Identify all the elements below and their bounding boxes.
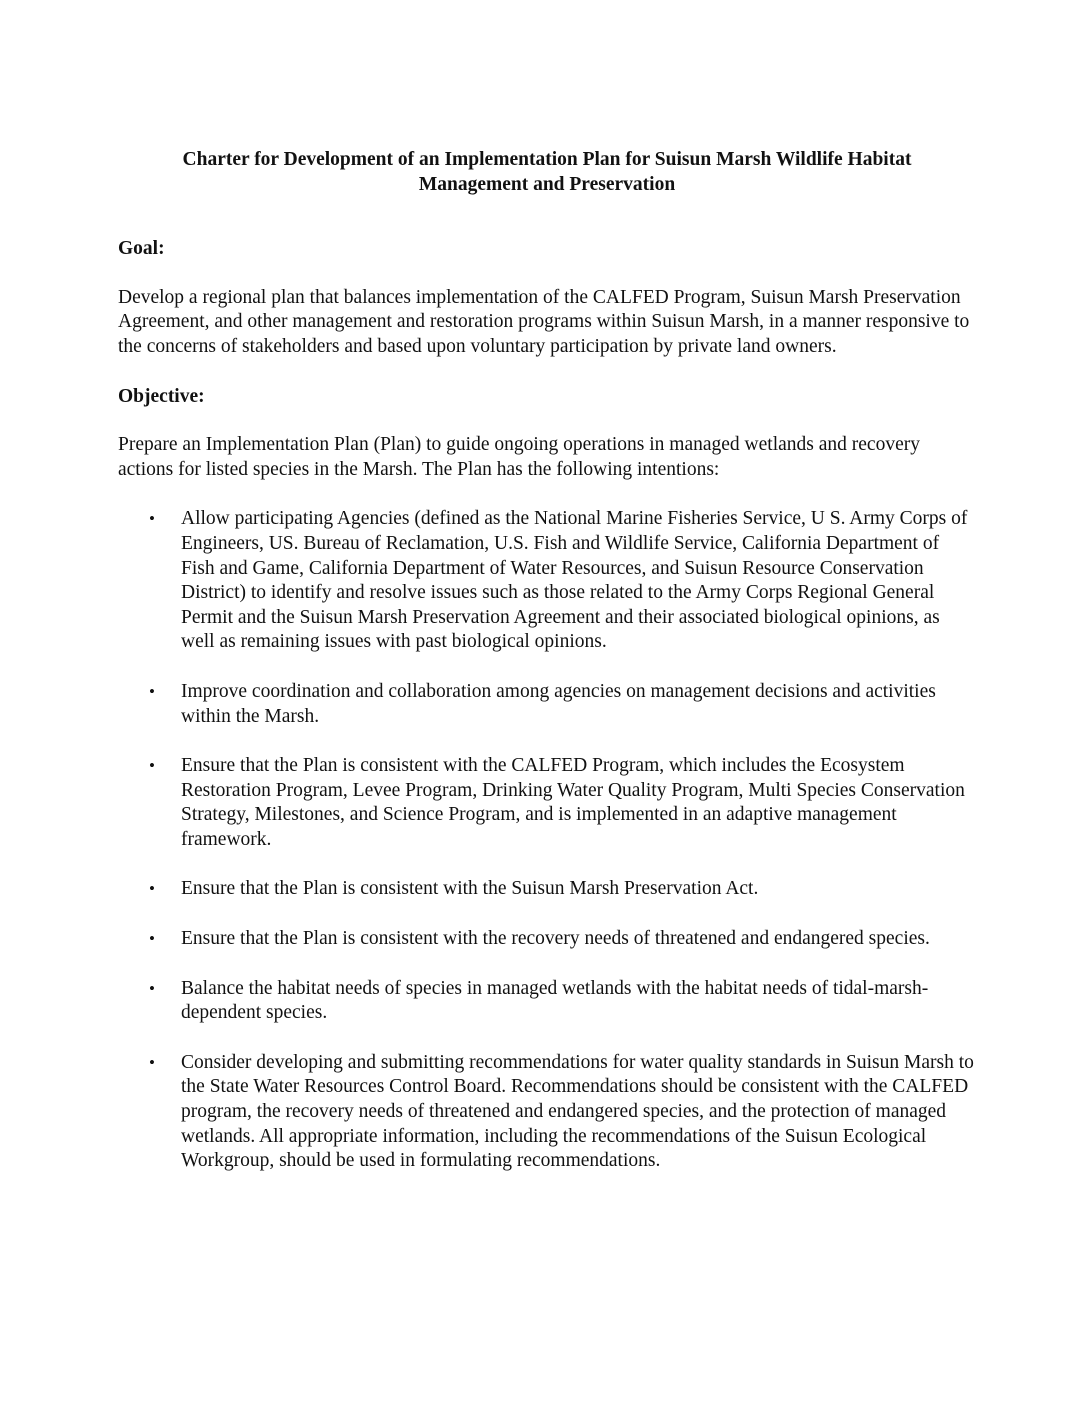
bullet-icon: • — [149, 681, 155, 701]
list-item-text: Allow participating Agencies (defined as the National Marine Fisheries Service, U S. Army Corps of Engineers, US. Bureau of Reclamation, U.S. Fish and Wildlife Service, California Department of Fish and Game, California Department of Water Resources, and Suisun Resource Conservation District) to identify and resolve issues such as those related to the Army Corps Regional General Permit and the Suisun Marsh Preservation Agreement and their associated biological opinions, as well as remaining issues with past biological opinions. — [181, 508, 968, 653]
goal-heading: Goal: — [118, 238, 165, 260]
bullet-icon: • — [149, 1052, 155, 1072]
goal-paragraph: Develop a regional plan that balances implementation of the CALFED Program, Suisun Marsh Preservation Agreement, and other management and restoration programs within Suisun Marsh, in a manner responsive to the concerns of stakeholders and based upon voluntary participation by private land owners. — [118, 286, 970, 357]
list-item — [118, 754, 976, 852]
spacer — [118, 482, 976, 507]
list-item — [118, 877, 976, 902]
list-item — [118, 927, 976, 952]
document-title — [118, 148, 976, 197]
bullet-icon: • — [149, 756, 155, 776]
list-item — [118, 680, 976, 729]
spacer — [118, 262, 976, 286]
objective-paragraph: Prepare an Implementation Plan (Plan) to guide ongoing operations in managed wetlands and recovery actions for listed species in the Marsh. The Plan has the following intentions: — [118, 434, 920, 480]
list-item — [118, 977, 976, 1026]
list-item-text: Ensure that the Plan is consistent with the Suisun Marsh Preservation Act. — [181, 878, 759, 900]
spacer — [118, 197, 976, 237]
spacer — [118, 360, 976, 385]
list-item — [118, 507, 976, 655]
list-item-text: Consider developing and submitting recommendations for water quality standards in Suisun Marsh to the State Water Resources Control Board. Recommendations should be consistent with the CALFED program, the recovery needs of threatened and endangered species, and the protection of managed wetlands. All appropriate information, including the recommendations of the Suisun Ecological Workgroup, should be used in formulating recommendations. — [181, 1051, 974, 1172]
bullet-icon: • — [149, 879, 155, 899]
intentions-list — [118, 507, 976, 1173]
title-line-1: Charter for Development of an Implementation Plan for Suisun Marsh Wildlife Habitat — [182, 149, 912, 170]
title-line-2: Management and Preservation — [418, 173, 676, 195]
bullet-icon: • — [149, 509, 155, 529]
objective-heading: Objective: — [118, 385, 205, 407]
document-body — [118, 148, 976, 1174]
list-item-text: Improve coordination and collaboration among agencies on management decisions and activities within the Marsh. — [181, 680, 936, 727]
bullet-icon: • — [149, 978, 155, 998]
list-item-text: Ensure that the Plan is consistent with the CALFED Program, which includes the Ecosystem Restoration Program, Levee Program, Drinking Water Quality Program, Multi Species Conservation Strategy, Milestones, and Science Program, and is implemented in an adaptive management framework. — [181, 755, 965, 850]
spacer — [118, 409, 976, 433]
bullet-icon: • — [149, 929, 155, 949]
list-item — [118, 1051, 976, 1174]
list-item-text: Balance the habitat needs of species in managed wetlands with the habitat needs of tidal-marsh-dependent species. — [181, 977, 929, 1024]
list-item-text: Ensure that the Plan is consistent with the recovery needs of threatened and endangered species. — [181, 928, 930, 950]
